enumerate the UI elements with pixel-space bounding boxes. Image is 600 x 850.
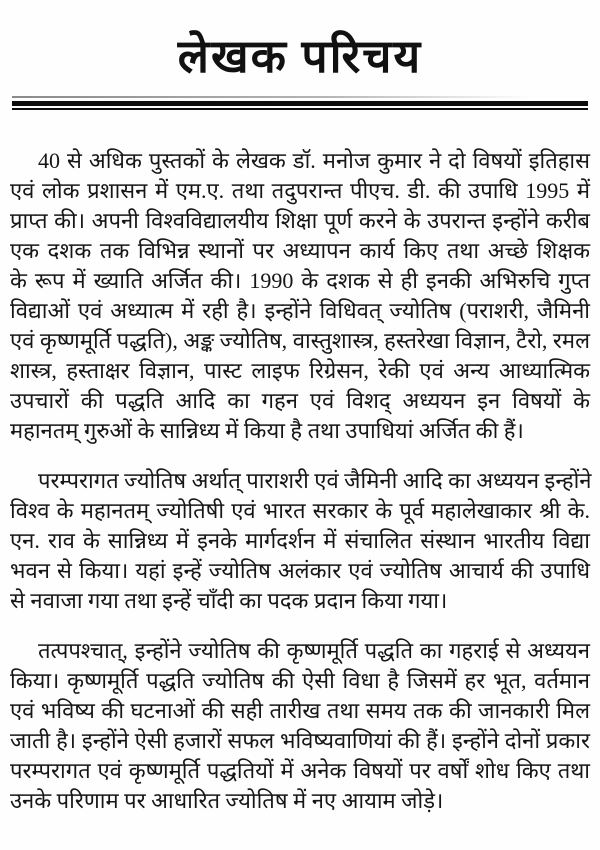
text-line: जाती है। इन्होंने ऐसी हजारों सफल भविष्यवाणियां की हैं। इन्होंने दोनों प्रकार	[10, 728, 590, 753]
text-line: प्राप्त की। अपनी विश्वविद्यालयीय शिक्षा पूर्ण करने के उपरान्त इन्होंने करीब	[10, 208, 590, 233]
divider-thick-rule	[12, 101, 588, 106]
paragraph	[10, 466, 590, 616]
text-line: विद्याओं एवं अध्यात्म में रही है। इन्होंने विधिवत् ज्योतिष (पराशरी, जैमिनी	[10, 298, 590, 323]
text-line: उपचारों की पद्धति आदि का गहन एवं विशद् अध्ययन इन विषयों के	[10, 388, 590, 413]
paragraph	[10, 146, 590, 446]
text-line: के रूप में ख्याति अर्जित की। 1990 के दशक से ही इनकी अभिरुचि गुप्त	[10, 268, 590, 293]
text-line: किया। कृष्णमूर्ति पद्धति ज्योतिष की ऐसी विधा है जिसमें हर भूत, वर्तमान	[10, 668, 590, 693]
text-line: एक दशक तक विभिन्न स्थानों पर अध्यापन कार्य किए तथा अच्छे शिक्षक	[10, 238, 590, 263]
divider-hairline	[12, 96, 588, 98]
text-line: एन. राव के सान्निध्य में इनके मार्गदर्शन में संचालित संस्थान भारतीय विद्या	[10, 528, 590, 553]
text-line: परम्परागत ज्योतिष अर्थात् पाराशरी एवं जैमिनी आदि का अध्ययन इन्होंने	[38, 468, 592, 493]
divider-thin-rule	[12, 108, 588, 110]
text-line: भवन से किया। यहां इन्हें ज्योतिष अलंकार एवं ज्योतिष आचार्य की उपाधि	[10, 558, 590, 583]
text-line: परम्परागत एवं कृष्णमूर्ति पद्धतियों में अनेक विषयों पर वर्षों शोध किए तथा	[10, 758, 590, 783]
text-line: तत्पपश्चात्, इन्होंने ज्योतिष की कृष्णमूर्ति पद्धति का गहराई से अध्ययन	[38, 638, 590, 663]
body-text	[10, 146, 590, 836]
text-line: एवं लोक प्रशासन में एम.ए. तथा तदुपरान्त पीएच. डी. की उपाधि 1995 में	[10, 178, 590, 203]
text-line: शास्त्र, हस्ताक्षर विज्ञान, पास्ट लाइफ रिग्रेसन, रेकी एवं अन्य आध्यात्मिक	[10, 358, 590, 383]
text-line: से नवाजा गया तथा इन्हें चाँदी का पदक प्रदान किया गया।	[10, 588, 448, 613]
page-title: लेखक परिचय	[177, 31, 423, 82]
text-line: उनके परिणाम पर आधारित ज्योतिष में नए आयाम जोड़े।	[10, 788, 444, 813]
text-line: 40 से अधिक पुस्तकों के लेखक डॉ. मनोज कुमार ने दो विषयों इतिहास	[38, 148, 590, 173]
text-line: विश्व के महानतम् ज्योतिषी एवं भारत सरकार के पूर्व महालेखाकार श्री के.	[10, 498, 590, 523]
paragraph	[10, 636, 590, 816]
text-line: एवं कृष्णमूर्ति पद्धति), अङ्क ज्योतिष, वास्तुशास्त्र, हस्तरेखा विज्ञान, टैरो, रमल	[10, 328, 590, 353]
title-divider	[12, 96, 588, 110]
text-line: एवं भविष्य की घटनाओं की सही तारीख तथा समय तक की जानकारी मिल	[10, 698, 590, 723]
text-line: महानतम् गुरुओं के सान्निध्य में किया है तथा उपाधियां अर्जित की हैं।	[10, 418, 524, 443]
